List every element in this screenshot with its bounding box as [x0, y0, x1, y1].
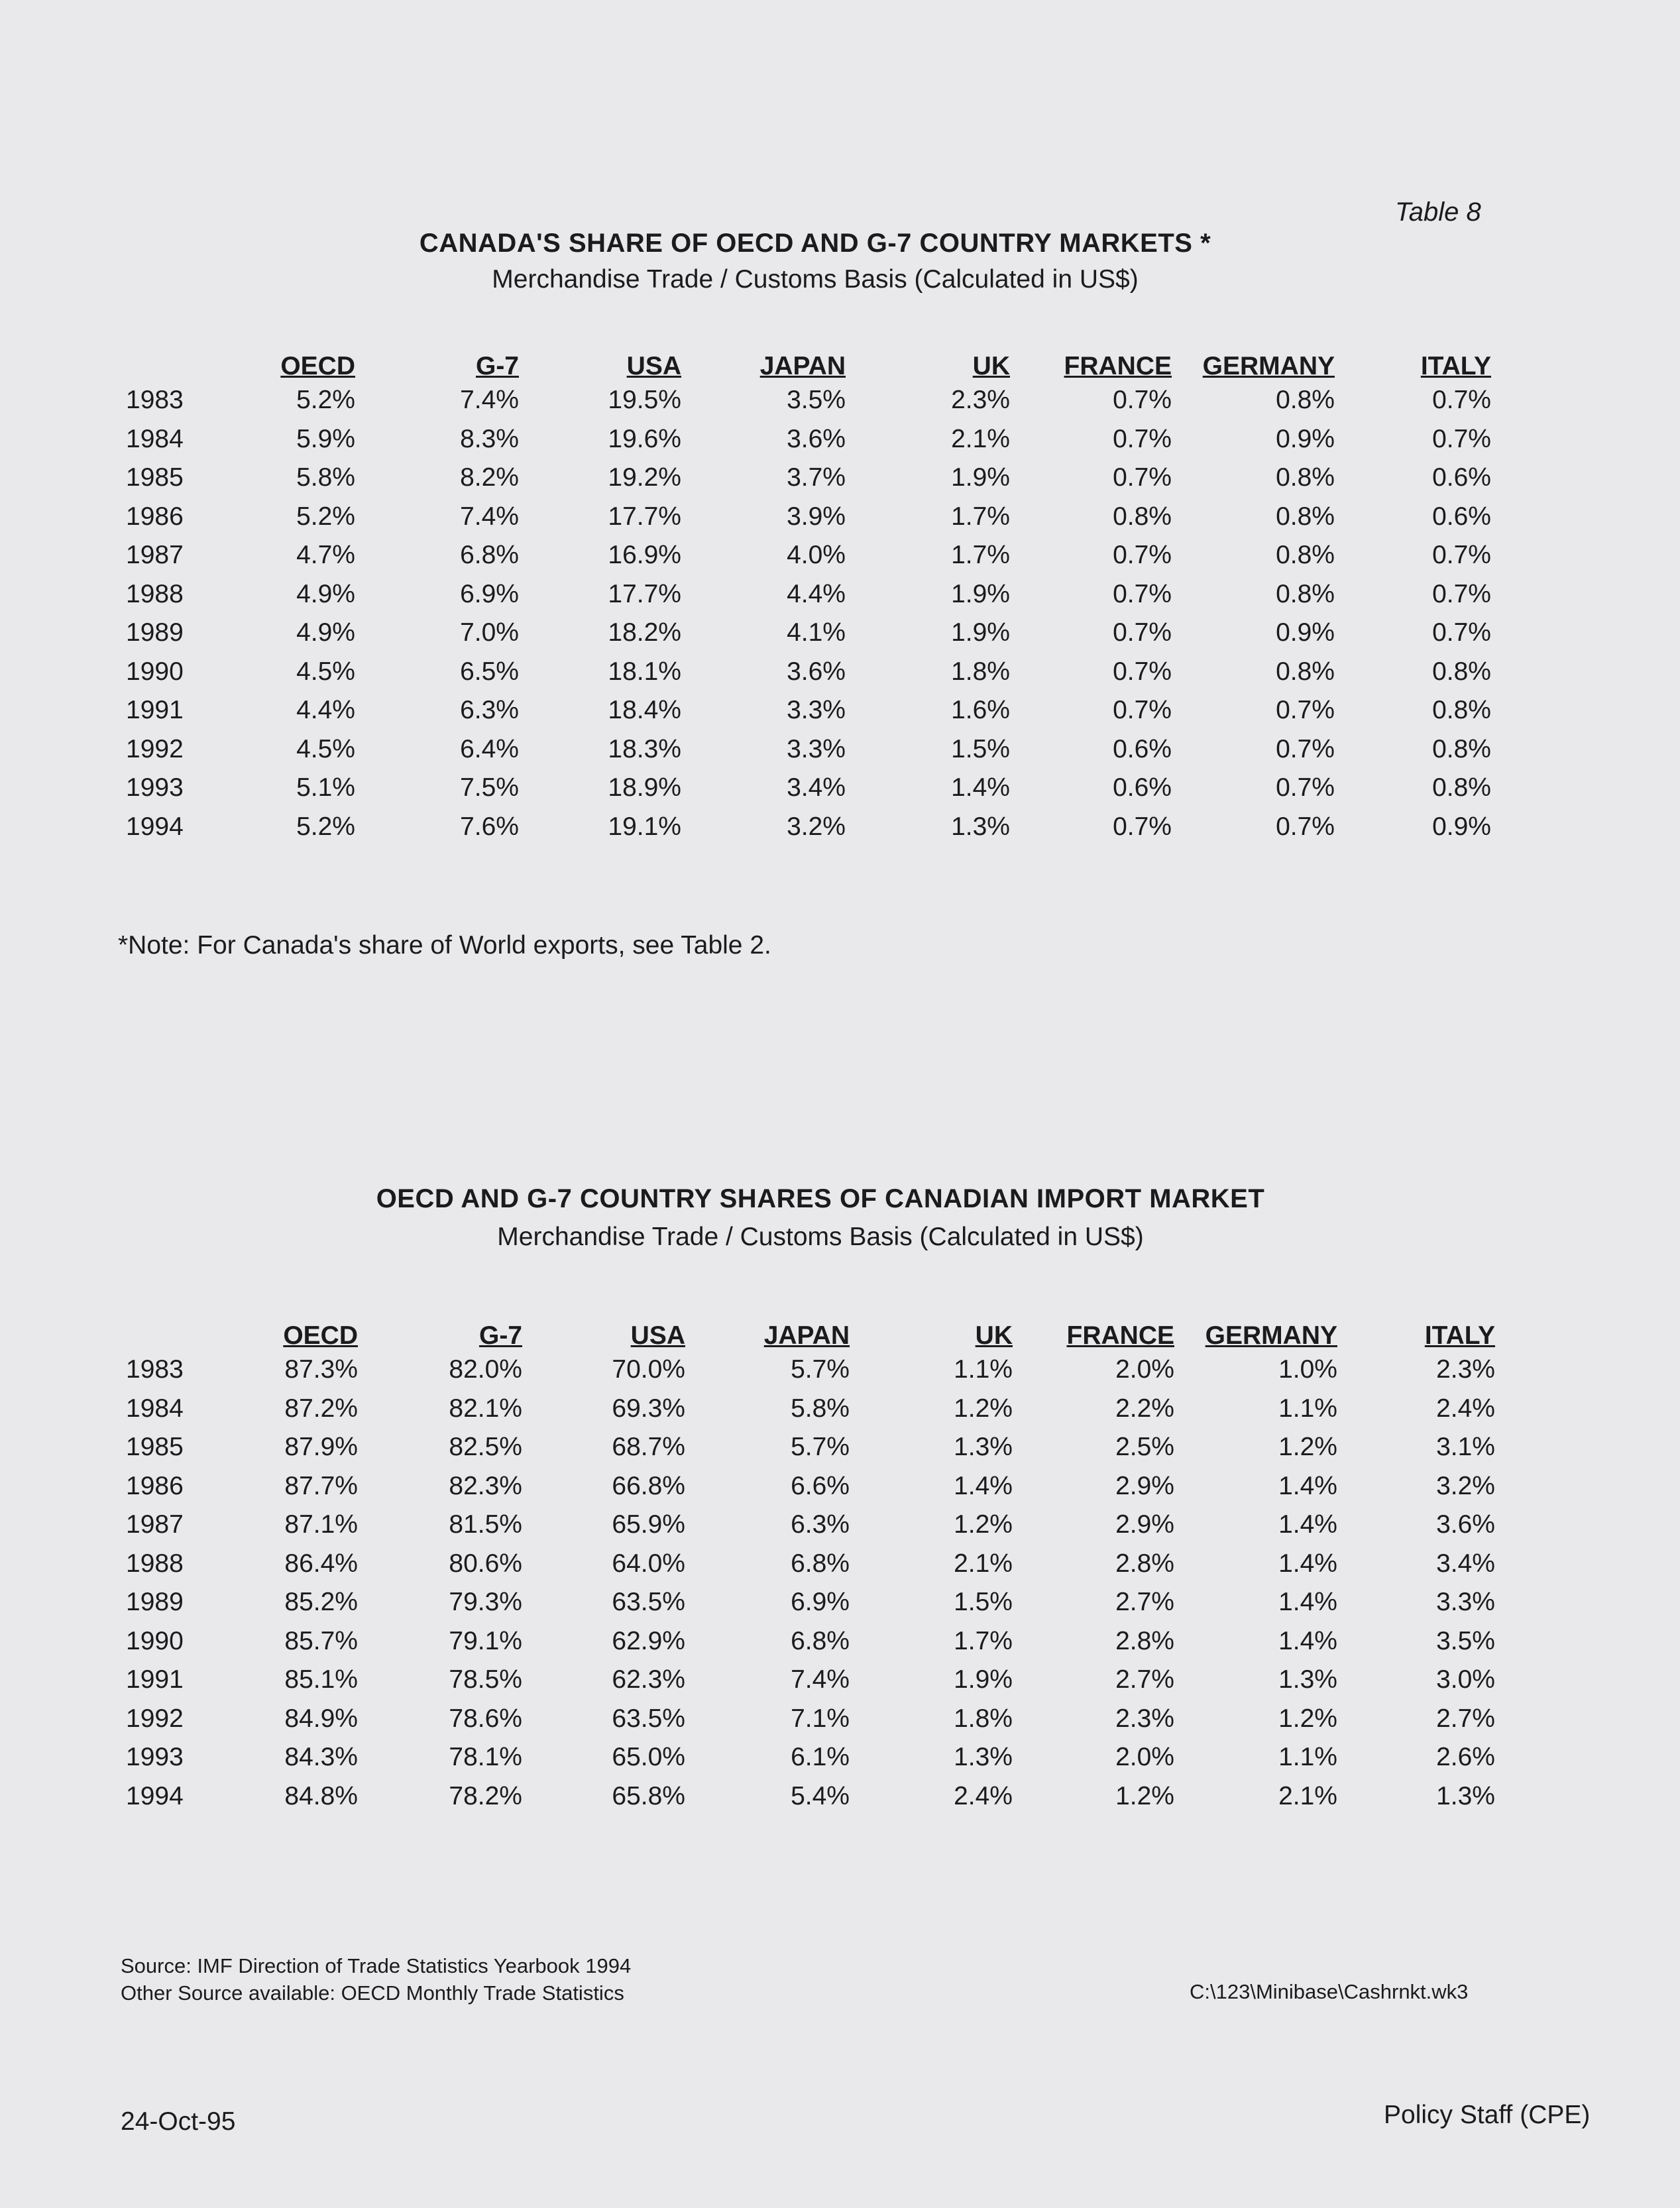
column-header: FRANCE: [1066, 1321, 1174, 1350]
share-cell: 62.9%: [612, 1626, 685, 1655]
share-cell: 2.7%: [1115, 1665, 1174, 1694]
share-cell: 84.9%: [284, 1704, 358, 1733]
year-column-header: [126, 328, 225, 381]
share-cell: 2.7%: [1436, 1704, 1495, 1733]
share-cell: 1.3%: [954, 1433, 1013, 1462]
share-cell: 6.6%: [791, 1471, 850, 1500]
share-cell: 82.1%: [449, 1394, 522, 1423]
share-cell: 18.3%: [608, 734, 681, 763]
share-cell: 2.3%: [1436, 1355, 1495, 1384]
share-cell: 19.5%: [608, 386, 681, 415]
share-cell: 85.7%: [284, 1626, 358, 1655]
year-cell: 1984: [126, 424, 184, 453]
share-cell: 0.7%: [1276, 773, 1335, 802]
share-cell: 3.5%: [1436, 1626, 1495, 1655]
share-cell: 2.0%: [1115, 1743, 1174, 1772]
year-cell: 1992: [126, 734, 184, 763]
share-cell: 0.8%: [1276, 502, 1335, 531]
share-cell: 1.9%: [951, 463, 1010, 492]
share-cell: 0.9%: [1432, 812, 1491, 841]
share-cell: 3.0%: [1436, 1665, 1495, 1694]
share-cell: 0.9%: [1276, 618, 1335, 647]
share-cell: 0.7%: [1113, 386, 1172, 415]
share-cell: 0.6%: [1113, 773, 1172, 802]
year-cell: 1993: [126, 1743, 184, 1772]
share-cell: 0.8%: [1432, 734, 1491, 763]
table2-header-row: [126, 1297, 1495, 1351]
share-cell: 2.9%: [1115, 1471, 1174, 1500]
share-cell: 1.6%: [951, 696, 1010, 725]
share-cell: 2.1%: [1278, 1781, 1337, 1810]
share-cell: 2.1%: [951, 424, 1010, 453]
table-row: [126, 1622, 1495, 1661]
share-cell: 82.5%: [449, 1433, 522, 1462]
share-cell: 2.3%: [951, 386, 1010, 415]
year-cell: 1987: [126, 1510, 184, 1539]
share-cell: 70.0%: [612, 1355, 685, 1384]
share-cell: 0.7%: [1113, 463, 1172, 492]
share-cell: 6.8%: [791, 1626, 850, 1655]
column-header: JAPAN: [759, 352, 846, 380]
share-cell: 3.3%: [787, 734, 846, 763]
column-header: G-7: [478, 1321, 522, 1350]
share-cell: 18.1%: [608, 657, 681, 686]
year-cell: 1985: [126, 1433, 184, 1462]
table-row: [126, 420, 1491, 459]
share-cell: 6.4%: [460, 734, 519, 763]
year-cell: 1994: [126, 812, 184, 841]
share-cell: 0.8%: [1432, 696, 1491, 725]
column-header: FRANCE: [1064, 352, 1172, 380]
share-cell: 0.8%: [1276, 463, 1335, 492]
share-cell: 5.9%: [296, 424, 355, 453]
share-cell: 1.4%: [1278, 1626, 1337, 1655]
share-cell: 3.2%: [1436, 1471, 1495, 1500]
share-cell: 3.7%: [787, 463, 846, 492]
share-cell: 0.7%: [1113, 579, 1172, 608]
table-row: [126, 1545, 1495, 1584]
share-cell: 1.5%: [951, 734, 1010, 763]
share-cell: 4.0%: [787, 541, 846, 570]
share-cell: 6.3%: [791, 1510, 850, 1539]
share-cell: 2.7%: [1115, 1588, 1174, 1617]
share-cell: 1.7%: [954, 1626, 1013, 1655]
share-cell: 2.4%: [1436, 1394, 1495, 1423]
table-row: [126, 536, 1491, 575]
share-cell: 87.7%: [284, 1471, 358, 1500]
share-cell: 1.8%: [954, 1704, 1013, 1733]
share-cell: 1.0%: [1278, 1355, 1337, 1384]
share-cell: 5.2%: [296, 812, 355, 841]
table-row: [126, 1583, 1495, 1622]
share-cell: 4.9%: [296, 618, 355, 647]
table1-note: *Note: For Canada's share of World exports, see Table 2.: [118, 931, 771, 960]
share-cell: 78.2%: [449, 1781, 522, 1810]
table1: [126, 328, 1491, 846]
year-cell: 1988: [126, 579, 184, 608]
share-cell: 2.1%: [954, 1549, 1013, 1578]
share-cell: 1.4%: [1278, 1549, 1337, 1578]
share-cell: 82.3%: [449, 1471, 522, 1500]
table-row: [126, 381, 1491, 420]
share-cell: 19.1%: [608, 812, 681, 841]
share-cell: 0.7%: [1432, 541, 1491, 570]
share-cell: 1.2%: [954, 1394, 1013, 1423]
share-cell: 7.6%: [460, 812, 519, 841]
table-row: [126, 691, 1491, 730]
table1-body: [126, 381, 1491, 846]
table-row: [126, 1738, 1495, 1777]
column-header: G-7: [475, 352, 519, 380]
share-cell: 6.8%: [460, 541, 519, 570]
share-cell: 8.3%: [460, 424, 519, 453]
year-cell: 1983: [126, 386, 184, 415]
share-cell: 1.4%: [951, 773, 1010, 802]
year-cell: 1992: [126, 1704, 184, 1733]
column-header: ITALY: [1420, 352, 1491, 380]
share-cell: 1.4%: [1278, 1510, 1337, 1539]
share-cell: 85.1%: [284, 1665, 358, 1694]
share-cell: 79.3%: [449, 1588, 522, 1617]
share-cell: 66.8%: [612, 1471, 685, 1500]
share-cell: 2.0%: [1115, 1355, 1174, 1384]
share-cell: 0.7%: [1432, 424, 1491, 453]
share-cell: 3.6%: [787, 424, 846, 453]
share-cell: 3.5%: [787, 386, 846, 415]
share-cell: 0.8%: [1276, 657, 1335, 686]
table-row: [126, 1700, 1495, 1739]
column-header: GERMANY: [1205, 1321, 1337, 1350]
year-cell: 1988: [126, 1549, 184, 1578]
share-cell: 1.1%: [954, 1355, 1013, 1384]
share-cell: 1.3%: [1436, 1781, 1495, 1810]
share-cell: 0.7%: [1276, 734, 1335, 763]
column-header: USA: [630, 1321, 685, 1350]
share-cell: 63.5%: [612, 1704, 685, 1733]
share-cell: 2.5%: [1115, 1433, 1174, 1462]
share-cell: 0.6%: [1432, 502, 1491, 531]
share-cell: 19.6%: [608, 424, 681, 453]
share-cell: 85.2%: [284, 1588, 358, 1617]
share-cell: 7.4%: [791, 1665, 850, 1694]
year-cell: 1991: [126, 1665, 184, 1694]
share-cell: 4.5%: [296, 657, 355, 686]
other-source-line: Other Source available: OECD Monthly Trade Statistics: [121, 1981, 624, 2005]
share-cell: 87.9%: [284, 1433, 358, 1462]
share-cell: 4.5%: [296, 734, 355, 763]
share-cell: 4.7%: [296, 541, 355, 570]
share-cell: 17.7%: [608, 502, 681, 531]
share-cell: 79.1%: [449, 1626, 522, 1655]
share-cell: 4.1%: [787, 618, 846, 647]
year-cell: 1993: [126, 773, 184, 802]
share-cell: 81.5%: [449, 1510, 522, 1539]
share-cell: 0.7%: [1432, 618, 1491, 647]
share-cell: 64.0%: [612, 1549, 685, 1578]
share-cell: 1.1%: [1278, 1743, 1337, 1772]
share-cell: 1.2%: [1115, 1781, 1174, 1810]
source-line: Source: IMF Direction of Trade Statistics Yearbook 1994: [121, 1954, 632, 1977]
file-path: C:\123\Minibase\Cashrnkt.wk3: [1190, 1980, 1469, 2003]
table-row: [126, 498, 1491, 537]
column-header: UK: [972, 352, 1010, 380]
table2: [126, 1297, 1495, 1816]
share-cell: 87.3%: [284, 1355, 358, 1384]
share-cell: 18.2%: [608, 618, 681, 647]
share-cell: 1.7%: [951, 541, 1010, 570]
share-cell: 1.3%: [954, 1743, 1013, 1772]
share-cell: 6.8%: [791, 1549, 850, 1578]
share-cell: 87.1%: [284, 1510, 358, 1539]
share-cell: 0.8%: [1432, 657, 1491, 686]
share-cell: 0.8%: [1276, 386, 1335, 415]
share-cell: 2.8%: [1115, 1626, 1174, 1655]
share-cell: 7.1%: [791, 1704, 850, 1733]
share-cell: 2.4%: [954, 1781, 1013, 1810]
year-cell: 1986: [126, 1471, 184, 1500]
share-cell: 4.4%: [296, 696, 355, 725]
column-header: OECD: [280, 352, 355, 380]
share-cell: 65.0%: [612, 1743, 685, 1772]
share-cell: 6.3%: [460, 696, 519, 725]
share-cell: 6.5%: [460, 657, 519, 686]
share-cell: 3.3%: [1436, 1588, 1495, 1617]
share-cell: 63.5%: [612, 1588, 685, 1617]
share-cell: 3.2%: [787, 812, 846, 841]
share-cell: 87.2%: [284, 1394, 358, 1423]
year-cell: 1989: [126, 618, 184, 647]
table-row: [126, 459, 1491, 498]
share-cell: 1.2%: [1278, 1704, 1337, 1733]
share-cell: 6.9%: [791, 1588, 850, 1617]
share-cell: 5.2%: [296, 386, 355, 415]
table-row: [126, 1428, 1495, 1467]
share-cell: 18.9%: [608, 773, 681, 802]
table-row: [126, 614, 1491, 653]
share-cell: 3.1%: [1436, 1433, 1495, 1462]
share-cell: 0.7%: [1113, 696, 1172, 725]
table-row: [126, 1661, 1495, 1700]
share-cell: 78.1%: [449, 1743, 522, 1772]
share-cell: 4.9%: [296, 579, 355, 608]
share-cell: 80.6%: [449, 1549, 522, 1578]
share-cell: 0.7%: [1276, 812, 1335, 841]
share-cell: 1.1%: [1278, 1394, 1337, 1423]
share-cell: 0.8%: [1113, 502, 1172, 531]
column-header: ITALY: [1424, 1321, 1495, 1350]
share-cell: 1.9%: [954, 1665, 1013, 1694]
share-cell: 0.8%: [1432, 773, 1491, 802]
column-header: JAPAN: [763, 1321, 850, 1350]
share-cell: 8.2%: [460, 463, 519, 492]
column-header: OECD: [283, 1321, 358, 1350]
year-cell: 1994: [126, 1781, 184, 1810]
share-cell: 18.4%: [608, 696, 681, 725]
column-header: GERMANY: [1202, 352, 1335, 380]
share-cell: 65.8%: [612, 1781, 685, 1810]
table-number: Table 8: [1395, 197, 1481, 227]
share-cell: 0.7%: [1113, 657, 1172, 686]
year-column-header: [126, 1297, 225, 1351]
share-cell: 78.6%: [449, 1704, 522, 1733]
table-row: [126, 1777, 1495, 1816]
year-cell: 1984: [126, 1394, 184, 1423]
table-row: [126, 1390, 1495, 1429]
share-cell: 0.6%: [1432, 463, 1491, 492]
column-header: USA: [626, 352, 681, 380]
share-cell: 0.8%: [1276, 579, 1335, 608]
year-cell: 1991: [126, 696, 184, 725]
table-row: [126, 1467, 1495, 1506]
share-cell: 1.4%: [1278, 1588, 1337, 1617]
share-cell: 1.3%: [1278, 1665, 1337, 1694]
share-cell: 1.3%: [951, 812, 1010, 841]
share-cell: 0.7%: [1113, 812, 1172, 841]
share-cell: 1.7%: [951, 502, 1010, 531]
table-row: [126, 1506, 1495, 1545]
share-cell: 0.9%: [1276, 424, 1335, 453]
share-cell: 0.7%: [1113, 618, 1172, 647]
share-cell: 3.6%: [1436, 1510, 1495, 1539]
share-cell: 69.3%: [612, 1394, 685, 1423]
year-cell: 1989: [126, 1588, 184, 1617]
share-cell: 84.8%: [284, 1781, 358, 1810]
share-cell: 16.9%: [608, 541, 681, 570]
share-cell: 1.9%: [951, 579, 1010, 608]
table1-title: CANADA'S SHARE OF OECD AND G-7 COUNTRY MARKETS *: [419, 229, 1211, 258]
share-cell: 5.4%: [791, 1781, 850, 1810]
share-cell: 6.1%: [791, 1743, 850, 1772]
share-cell: 68.7%: [612, 1433, 685, 1462]
table-row: [126, 1351, 1495, 1390]
share-cell: 2.8%: [1115, 1549, 1174, 1578]
share-cell: 0.7%: [1432, 579, 1491, 608]
share-cell: 82.0%: [449, 1355, 522, 1384]
share-cell: 1.4%: [1278, 1471, 1337, 1500]
share-cell: 1.4%: [954, 1471, 1013, 1500]
share-cell: 7.4%: [460, 502, 519, 531]
table-row: [126, 575, 1491, 614]
share-cell: 0.6%: [1113, 734, 1172, 763]
table1-header-row: [126, 328, 1491, 381]
share-cell: 0.7%: [1113, 424, 1172, 453]
share-cell: 3.3%: [787, 696, 846, 725]
share-cell: 4.4%: [787, 579, 846, 608]
table-row: [126, 730, 1491, 769]
year-cell: 1990: [126, 1626, 184, 1655]
footer-staff: Policy Staff (CPE): [1384, 2101, 1591, 2129]
share-cell: 86.4%: [284, 1549, 358, 1578]
table2-body: [126, 1351, 1495, 1816]
share-cell: 7.0%: [460, 618, 519, 647]
year-cell: 1990: [126, 657, 184, 686]
year-cell: 1986: [126, 502, 184, 531]
table2-title: OECD AND G-7 COUNTRY SHARES OF CANADIAN IMPORT MARKET: [376, 1184, 1265, 1213]
share-cell: 5.8%: [296, 463, 355, 492]
share-cell: 65.9%: [612, 1510, 685, 1539]
share-cell: 2.6%: [1436, 1743, 1495, 1772]
year-cell: 1987: [126, 541, 184, 570]
share-cell: 2.2%: [1115, 1394, 1174, 1423]
share-cell: 7.5%: [460, 773, 519, 802]
share-cell: 3.4%: [1436, 1549, 1495, 1578]
share-cell: 2.9%: [1115, 1510, 1174, 1539]
share-cell: 5.7%: [791, 1433, 850, 1462]
share-cell: 0.8%: [1276, 541, 1335, 570]
table-row: [126, 808, 1491, 847]
share-cell: 7.4%: [460, 386, 519, 415]
share-cell: 1.2%: [954, 1510, 1013, 1539]
share-cell: 3.6%: [787, 657, 846, 686]
share-cell: 19.2%: [608, 463, 681, 492]
footer-date: 24-Oct-95: [121, 2107, 236, 2136]
share-cell: 78.5%: [449, 1665, 522, 1694]
share-cell: 3.9%: [787, 502, 846, 531]
share-cell: 1.9%: [951, 618, 1010, 647]
share-cell: 6.9%: [460, 579, 519, 608]
share-cell: 1.8%: [951, 657, 1010, 686]
share-cell: 84.3%: [284, 1743, 358, 1772]
share-cell: 3.4%: [787, 773, 846, 802]
share-cell: 1.2%: [1278, 1433, 1337, 1462]
table-row: [126, 769, 1491, 808]
share-cell: 0.7%: [1276, 696, 1335, 725]
share-cell: 5.8%: [791, 1394, 850, 1423]
year-cell: 1983: [126, 1355, 184, 1384]
year-cell: 1985: [126, 463, 184, 492]
table-row: [126, 653, 1491, 692]
share-cell: 17.7%: [608, 579, 681, 608]
share-cell: 5.7%: [791, 1355, 850, 1384]
share-cell: 62.3%: [612, 1665, 685, 1694]
share-cell: 0.7%: [1113, 541, 1172, 570]
share-cell: 1.5%: [954, 1588, 1013, 1617]
share-cell: 5.1%: [296, 773, 355, 802]
column-header: UK: [975, 1321, 1013, 1350]
table1-subtitle: Merchandise Trade / Customs Basis (Calculated in US$): [492, 265, 1139, 294]
table2-subtitle: Merchandise Trade / Customs Basis (Calculated in US$): [497, 1223, 1144, 1251]
share-cell: 5.2%: [296, 502, 355, 531]
share-cell: 2.3%: [1115, 1704, 1174, 1733]
share-cell: 0.7%: [1432, 386, 1491, 415]
